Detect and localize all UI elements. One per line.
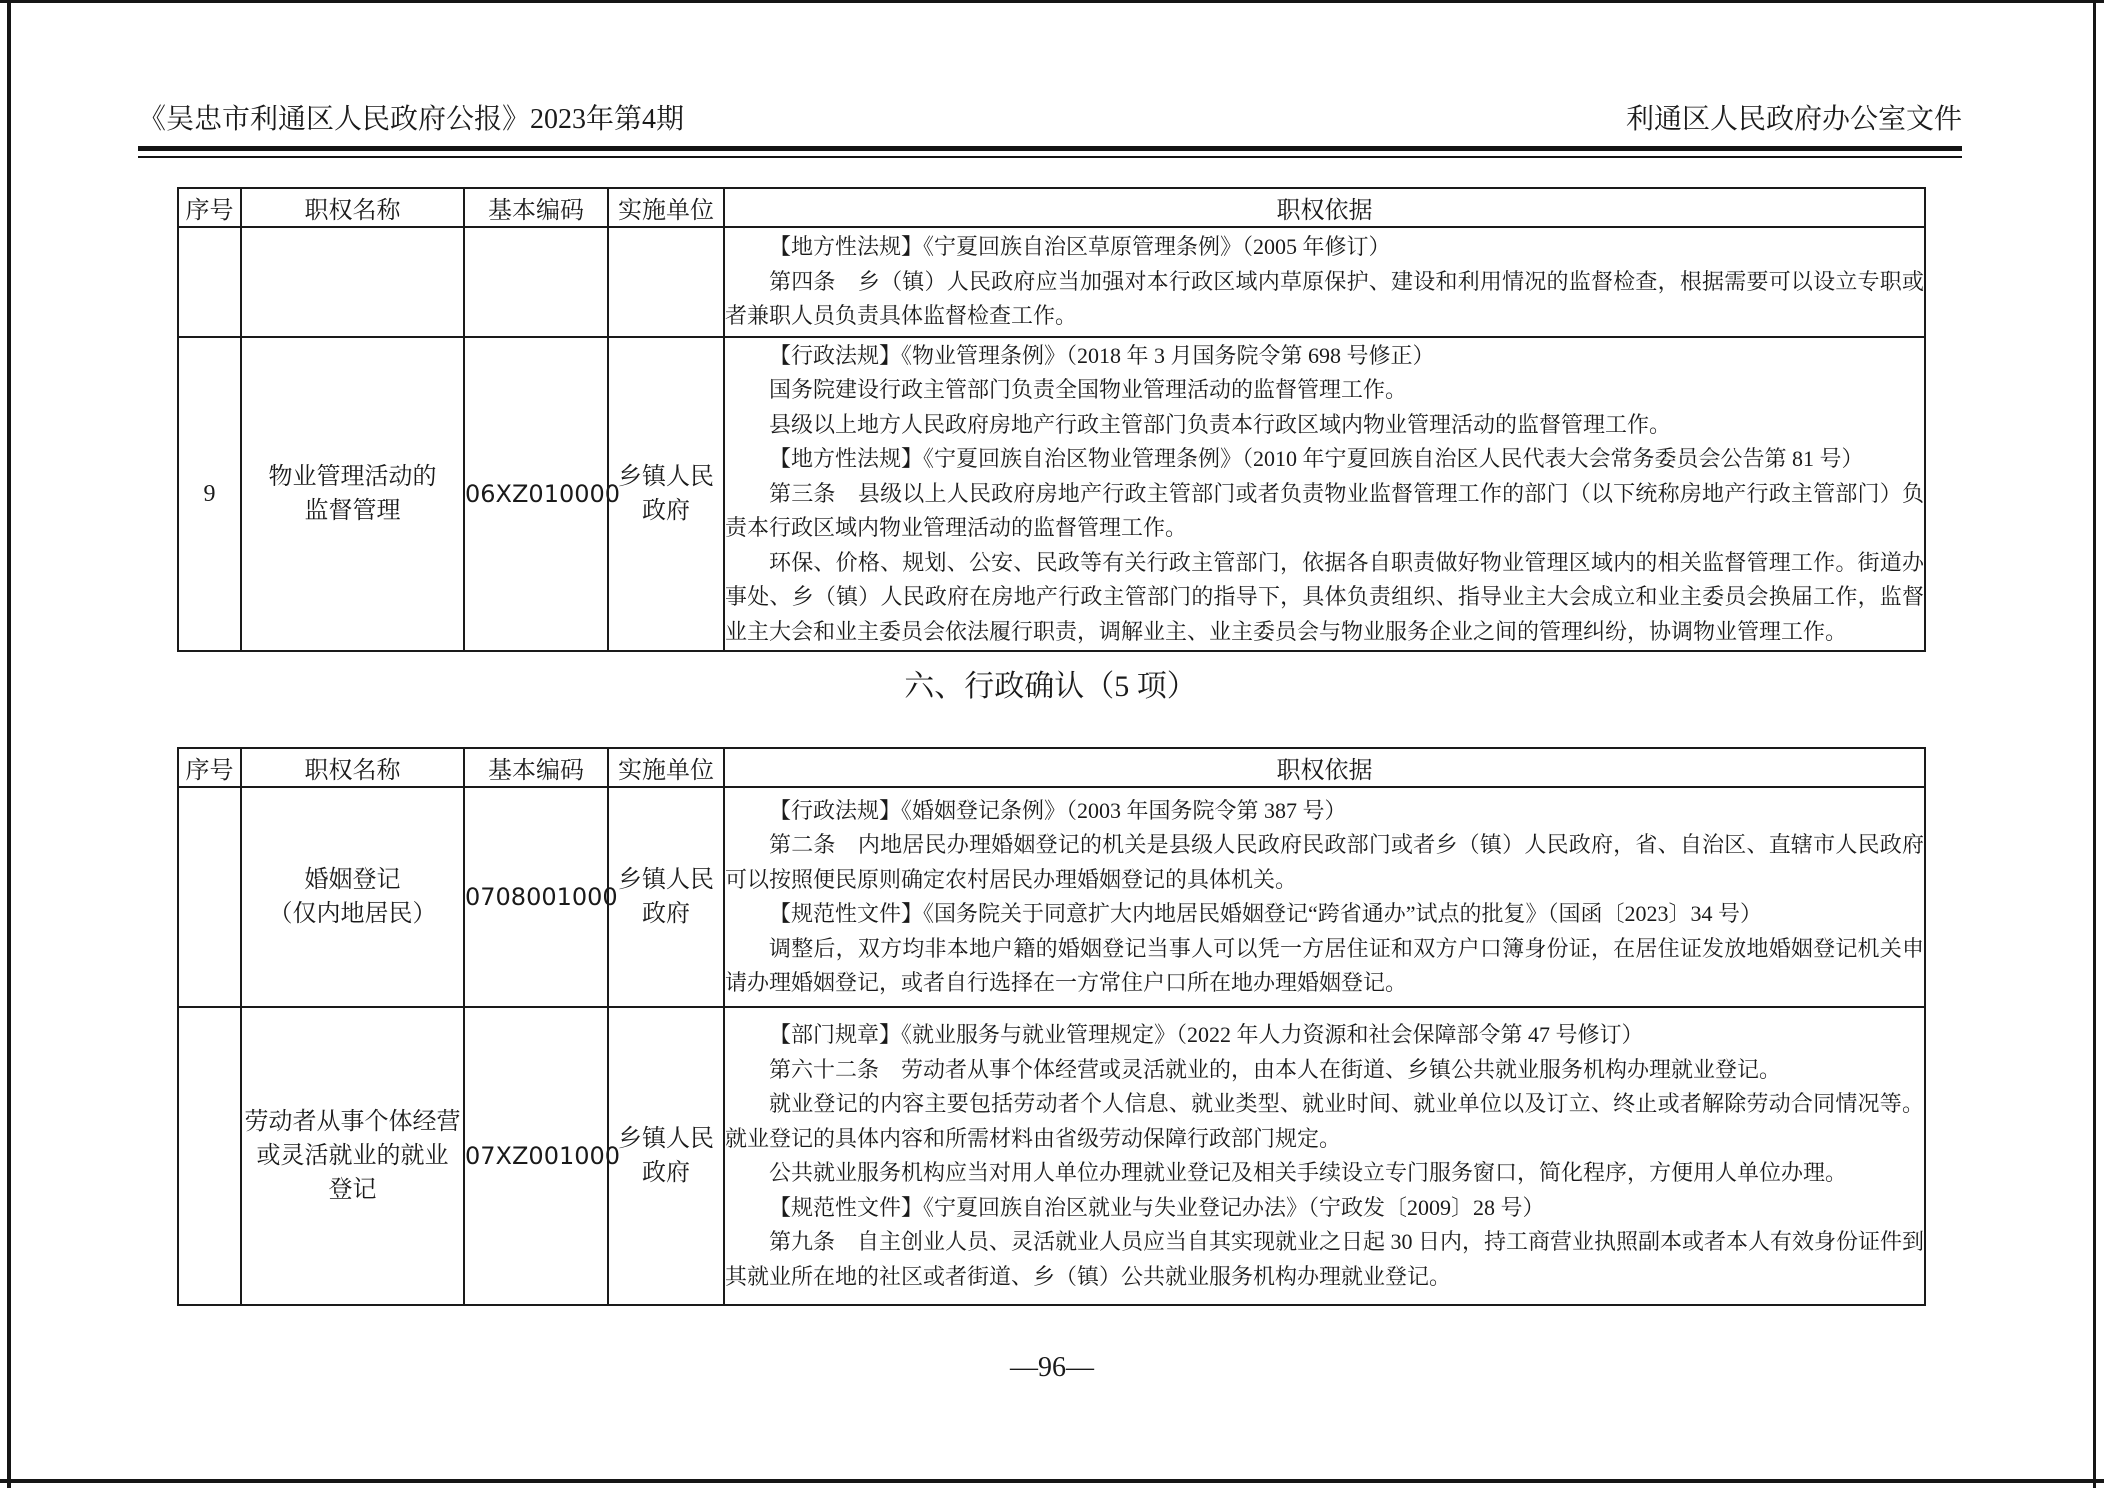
basis-paragraph: 第三条 县级以上人民政府房地产行政主管部门或者负责物业监督管理工作的部门（以下统称房地产行政主管部门）负责本行政区域内物业管理活动的监督管理工作。 [725, 480, 1924, 541]
cell-unit [608, 227, 724, 337]
cell-unit [608, 337, 724, 651]
cell-seq [178, 787, 241, 1007]
col-header-seq: 序号 [178, 188, 241, 227]
page-header [138, 100, 1962, 140]
col-header-name: 职权名称 [241, 188, 464, 227]
col-header-seq: 序号 [178, 748, 241, 787]
cell-name [241, 227, 464, 337]
col-header-basis: 职权依据 [724, 188, 1925, 227]
name-line: 登记 [328, 1177, 377, 1203]
unit-line: 乡镇人民 [618, 464, 714, 490]
basis-paragraph: 国务院建设行政主管部门负责全国物业管理活动的监督管理工作。 [769, 377, 1408, 403]
basis-paragraph: 【部门规章】《就业服务与就业管理规定》（2022 年人力资源和社会保障部令第 47 号修订） [769, 1022, 1644, 1047]
name-line: 监督管理 [304, 498, 401, 524]
document-source: 利通区人民政府办公室文件 [1625, 104, 1962, 135]
col-header-unit: 实施单位 [608, 188, 724, 227]
header-rule [138, 146, 1962, 158]
table-row [178, 1007, 1925, 1305]
basis-paragraph: 环保、价格、规划、公安、民政等有关行政主管部门，依据各自职责做好物业管理区域内的相关监督管理工作。街道办事处、乡（镇）人民政府在房地产行政主管部门的指导下，具体负责组织、指导业主大会成立和业主委员会换届工作，监督业主大会和业主委员会依法履行职责，调解业主、业主委员会与物业服务企业之间的管理纠纷，协调物业管理工作。 [725, 549, 1924, 644]
cell-basis [724, 227, 1925, 337]
basis-paragraph: 【地方性法规】《宁夏回族自治区物业管理条例》（2010 年宁夏回族自治区人民代表大会常务委员会公告第 81 号） [769, 446, 1864, 472]
scan-edge-top [0, 0, 2104, 3]
col-header-unit: 实施单位 [608, 748, 724, 787]
cell-code: 0708001000 [464, 787, 608, 1007]
col-header-code: 基本编码 [464, 748, 608, 787]
powers-table-2 [177, 747, 1926, 1306]
cell-seq: 9 [178, 337, 241, 651]
basis-paragraph: 【地方性法规】《宁夏回族自治区草原管理条例》（2005 年修订） [769, 234, 1391, 260]
cell-basis [724, 787, 1925, 1007]
gazette-title: 《吴忠市利通区人民政府公报》2023年第4期 [138, 104, 685, 135]
basis-paragraph: 【规范性文件】《国务院关于同意扩大内地居民婚姻登记“跨省通办”试点的批复》（国函〔2023〕34 号） [769, 901, 1763, 926]
scan-edge-left [7, 0, 11, 1488]
col-header-name: 职权名称 [241, 748, 464, 787]
page-number: —96— [1010, 1352, 1094, 1383]
cell-seq [178, 1007, 241, 1305]
name-line: 或灵活就业的就业 [256, 1143, 449, 1169]
cell-code: 07XZ001000 [464, 1007, 608, 1305]
basis-paragraph: 县级以上地方人民政府房地产行政主管部门负责本行政区域内物业管理活动的监督管理工作。 [769, 411, 1672, 437]
col-header-basis: 职权依据 [724, 748, 1925, 787]
unit-line: 乡镇人民 [618, 1126, 714, 1152]
table-row [178, 227, 1925, 337]
basis-paragraph: 第四条 乡（镇）人民政府应当加强对本行政区域内草原保护、建设和利用情况的监督检查，根据需要可以设立专职或者兼职人员负责具体监督检查工作。 [725, 268, 1924, 329]
name-line: 物业管理活动的 [268, 464, 437, 490]
cell-name [241, 787, 464, 1007]
table-row [178, 787, 1925, 1007]
table-header-row [178, 188, 1925, 227]
basis-paragraph: 公共就业服务机构应当对用人单位办理就业登记及相关手续设立专门服务窗口，简化程序，方便用人单位办理。 [769, 1160, 1848, 1185]
basis-paragraph: 【行政法规】《婚姻登记条例》（2003 年国务院令第 387 号） [769, 797, 1347, 823]
cell-name [241, 1007, 464, 1305]
unit-line: 政府 [642, 901, 690, 927]
scan-edge-right [2093, 0, 2096, 1488]
cell-code: 06XZ010000 [464, 337, 608, 651]
name-line: 劳动者从事个体经营 [244, 1109, 461, 1135]
cell-code [464, 227, 608, 337]
name-line: （仅内地居民） [268, 901, 437, 927]
unit-line: 政府 [642, 498, 690, 524]
cell-seq [178, 227, 241, 337]
basis-paragraph: 第二条 内地居民办理婚姻登记的机关是县级人民政府民政部门或者乡（镇）人民政府，省、自治区、直辖市人民政府可以按照便民原则确定农村居民办理婚姻登记的具体机关。 [725, 832, 1924, 892]
cell-basis [724, 337, 1925, 651]
table-header-row [178, 748, 1925, 787]
basis-paragraph: 第九条 自主创业人员、灵活就业人员应当自其实现就业之日起 30 日内，持工商营业执照副本或者本人有效身份证件到其就业所在地的社区或者街道、乡（镇）公共就业服务机构办理就业登记。 [725, 1229, 1925, 1289]
scan-edge-bottom [0, 1479, 2104, 1483]
basis-paragraph: 调整后，双方均非本地户籍的婚姻登记当事人可以凭一方居住证和双方户口簿身份证，在居住证发放地婚姻登记机关申请办理婚姻登记，或者自行选择在一方常住户口所在地办理婚姻登记。 [725, 935, 1924, 995]
unit-line: 政府 [642, 1160, 690, 1186]
basis-paragraph: 就业登记的内容主要包括劳动者个人信息、就业类型、就业时间、就业单位以及订立、终止或者解除劳动合同情况等。就业登记的具体内容和所需材料由省级劳动保障行政部门规定。 [725, 1091, 1924, 1151]
table-row [178, 337, 1925, 651]
basis-paragraph: 第六十二条 劳动者从事个体经营或灵活就业的，由本人在街道、乡镇公共就业服务机构办理就业登记。 [769, 1056, 1782, 1082]
cell-name [241, 337, 464, 651]
unit-line: 乡镇人民 [618, 867, 714, 893]
powers-table-1 [177, 187, 1926, 652]
basis-paragraph: 【规范性文件】《宁夏回族自治区就业与失业登记办法》（宁政发〔2009〕28 号） [769, 1194, 1545, 1220]
cell-unit [608, 787, 724, 1007]
basis-paragraph: 【行政法规】《物业管理条例》（2018 年 3 月国务院令第 698 号修正） [769, 342, 1435, 368]
section-title: 六、行政确认（5 项） [904, 670, 1197, 703]
name-line: 婚姻登记 [304, 867, 401, 893]
cell-unit [608, 1007, 724, 1305]
col-header-code: 基本编码 [464, 188, 608, 227]
cell-basis [724, 1007, 1925, 1305]
